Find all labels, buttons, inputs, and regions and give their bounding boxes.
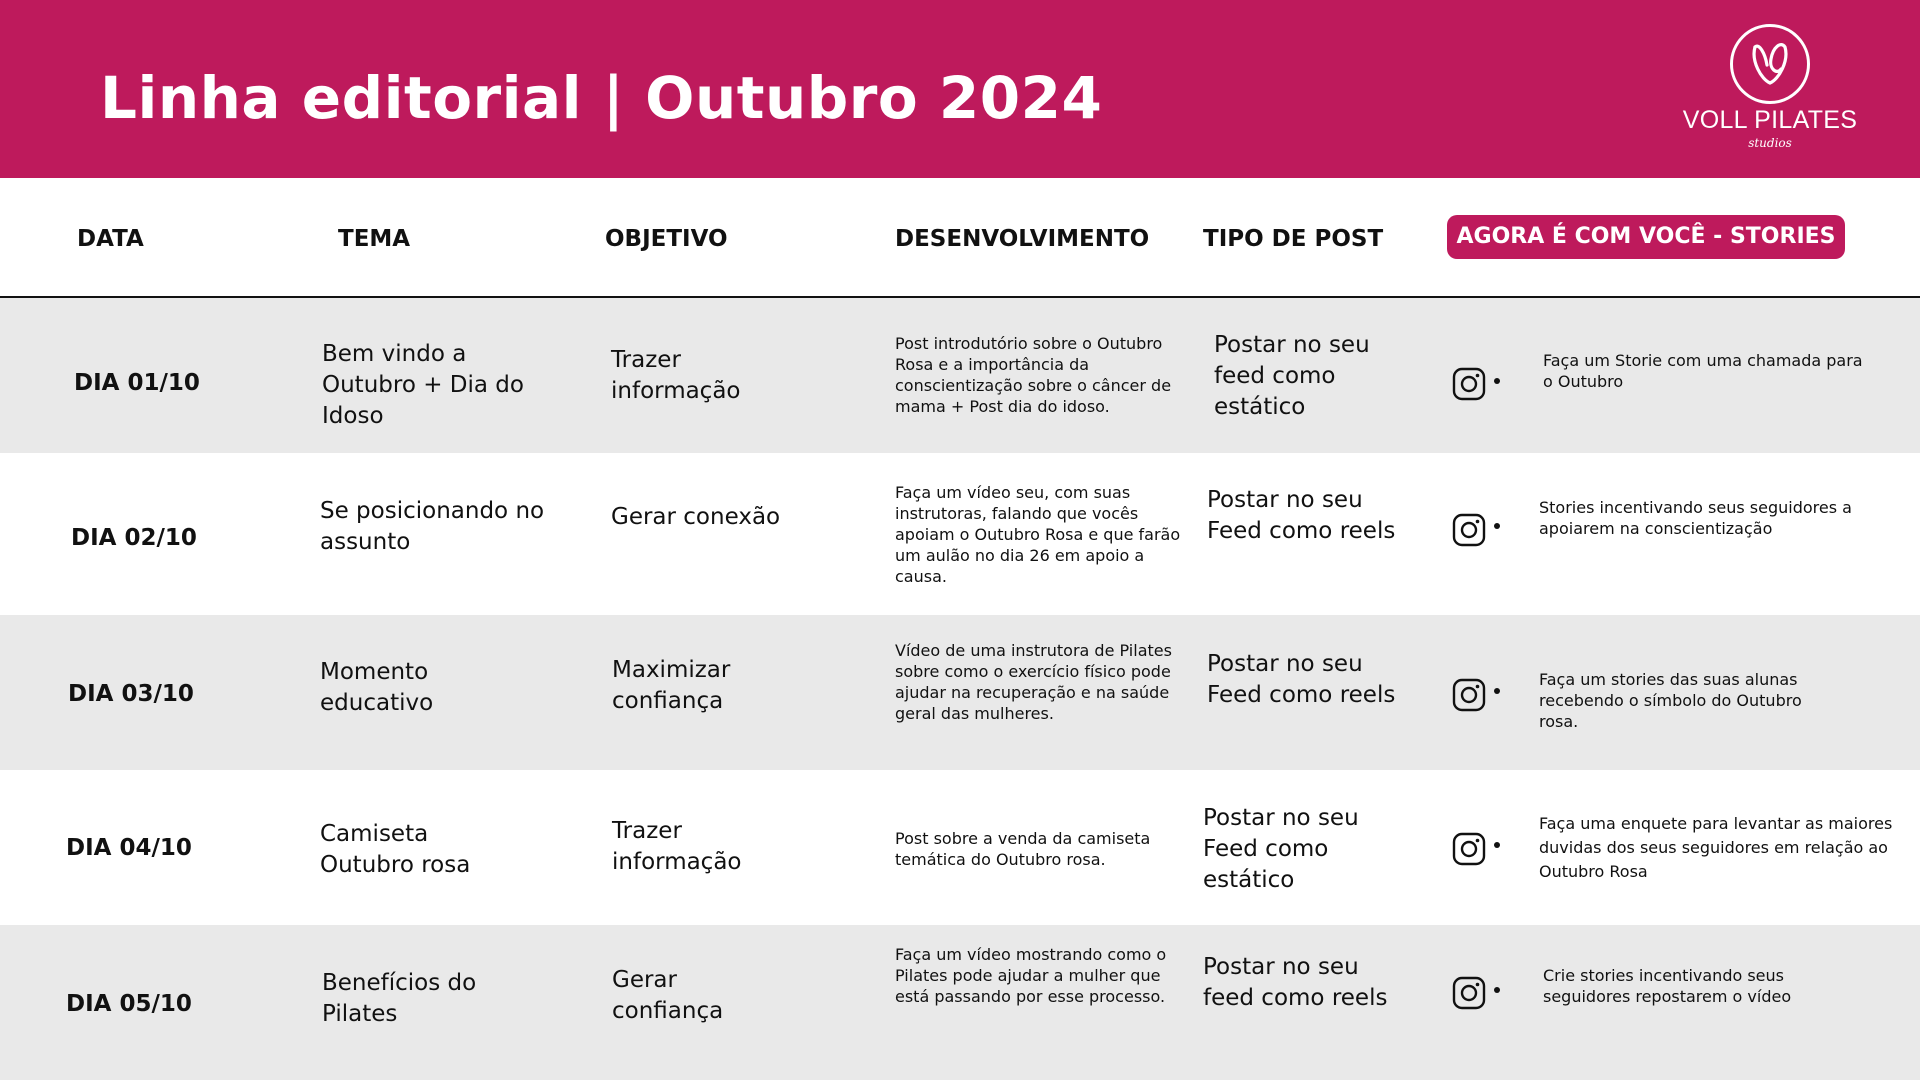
row-desenvolvimento: Post introdutório sobre o Outubro Rosa e a importância da conscientização sobre o câncer de mama + Post dia do idoso. [895,334,1172,416]
instagram-icon [1452,513,1486,547]
row-tema: Benefícios do Pilates [322,970,477,1027]
bullet-dot [1494,987,1500,993]
row-stories: Faça um stories das suas alunas recebendo o símbolo do Outubro rosa. [1539,670,1802,731]
row-tema: Camiseta Outubro rosa [320,821,471,878]
row-stories: Faça uma enquete para levantar as maiores duvidas dos seus seguidores em relação ao Outubro Rosa [1539,814,1893,881]
column-header-desenvolvimento: DESENVOLVIMENTO [895,226,1150,252]
row-tipo: Postar no seu feed como reels [1203,954,1388,1011]
table-row [0,453,1920,615]
row-tipo: Postar no seu Feed como reels [1207,487,1396,544]
row-desenvolvimento: Faça um vídeo mostrando como o Pilates pode ajudar a mulher que está passando por esse processo. [895,945,1167,1006]
bullet-dot [1494,523,1500,529]
brand-logo [1680,24,1860,154]
row-stories: Crie stories incentivando seus seguidores repostarem o vídeo [1543,966,1792,1006]
column-header-objetivo: OBJETIVO [605,226,728,252]
logo-v-icon [1730,24,1810,104]
column-header-stories-badge: AGORA É COM VOCÊ - STORIES [1447,215,1845,259]
row-date: DIA 05/10 [66,991,192,1017]
instagram-icon [1452,678,1486,712]
column-header-data: DATA [77,226,144,252]
row-stories: Stories incentivando seus seguidores a apoiarem na conscientização [1539,498,1852,538]
row-date: DIA 03/10 [68,681,194,707]
row-desenvolvimento: Faça um vídeo seu, com suas instrutoras, falando que vocês apoiam o Outubro Rosa e que farão um aulão no dia 26 em apoio a causa. [895,483,1181,586]
row-objetivo: Trazer informação [611,347,741,404]
column-header-tema: TEMA [338,226,411,252]
bullet-dot [1494,688,1500,694]
table-row [0,925,1920,1080]
logo-text: VOLL PILATES [1682,106,1858,134]
instagram-icon [1452,976,1486,1010]
row-date: DIA 02/10 [71,525,197,551]
row-tema: Se posicionando no assunto [320,498,545,555]
row-tema: Momento educativo [320,659,434,716]
header-banner [0,0,1920,178]
row-desenvolvimento: Vídeo de uma instrutora de Pilates sobre como o exercício físico pode ajudar na recuperação e na saúde geral das mulheres. [895,641,1172,723]
instagram-icon [1452,367,1486,401]
row-date: DIA 01/10 [74,370,200,396]
column-header-tipo: TIPO DE POST [1203,226,1384,252]
row-objetivo: Trazer informação [612,818,742,875]
table-header [0,178,1920,298]
row-tema: Bem vindo a Outubro + Dia do Idoso [322,341,524,429]
page-title: Linha editorial | Outubro 2024 [100,64,1103,132]
table-row [0,770,1920,925]
table-row [0,298,1920,453]
row-objetivo: Gerar conexão [611,504,781,530]
row-date: DIA 04/10 [66,835,192,861]
logo-subtext: studios [1748,136,1792,150]
row-tipo: Postar no seu feed como estático [1214,332,1370,420]
instagram-icon [1452,832,1486,866]
row-stories: Faça um Storie com uma chamada para o Outubro [1543,351,1863,391]
row-objetivo: Gerar confiança [612,967,724,1024]
row-objetivo: Maximizar confiança [612,657,731,714]
table-row [0,615,1920,770]
row-tipo: Postar no seu Feed como estático [1203,805,1359,893]
bullet-dot [1494,378,1500,384]
row-tipo: Postar no seu Feed como reels [1207,651,1396,708]
row-desenvolvimento: Post sobre a venda da camiseta temática do Outubro rosa. [895,829,1151,869]
bullet-dot [1494,842,1500,848]
